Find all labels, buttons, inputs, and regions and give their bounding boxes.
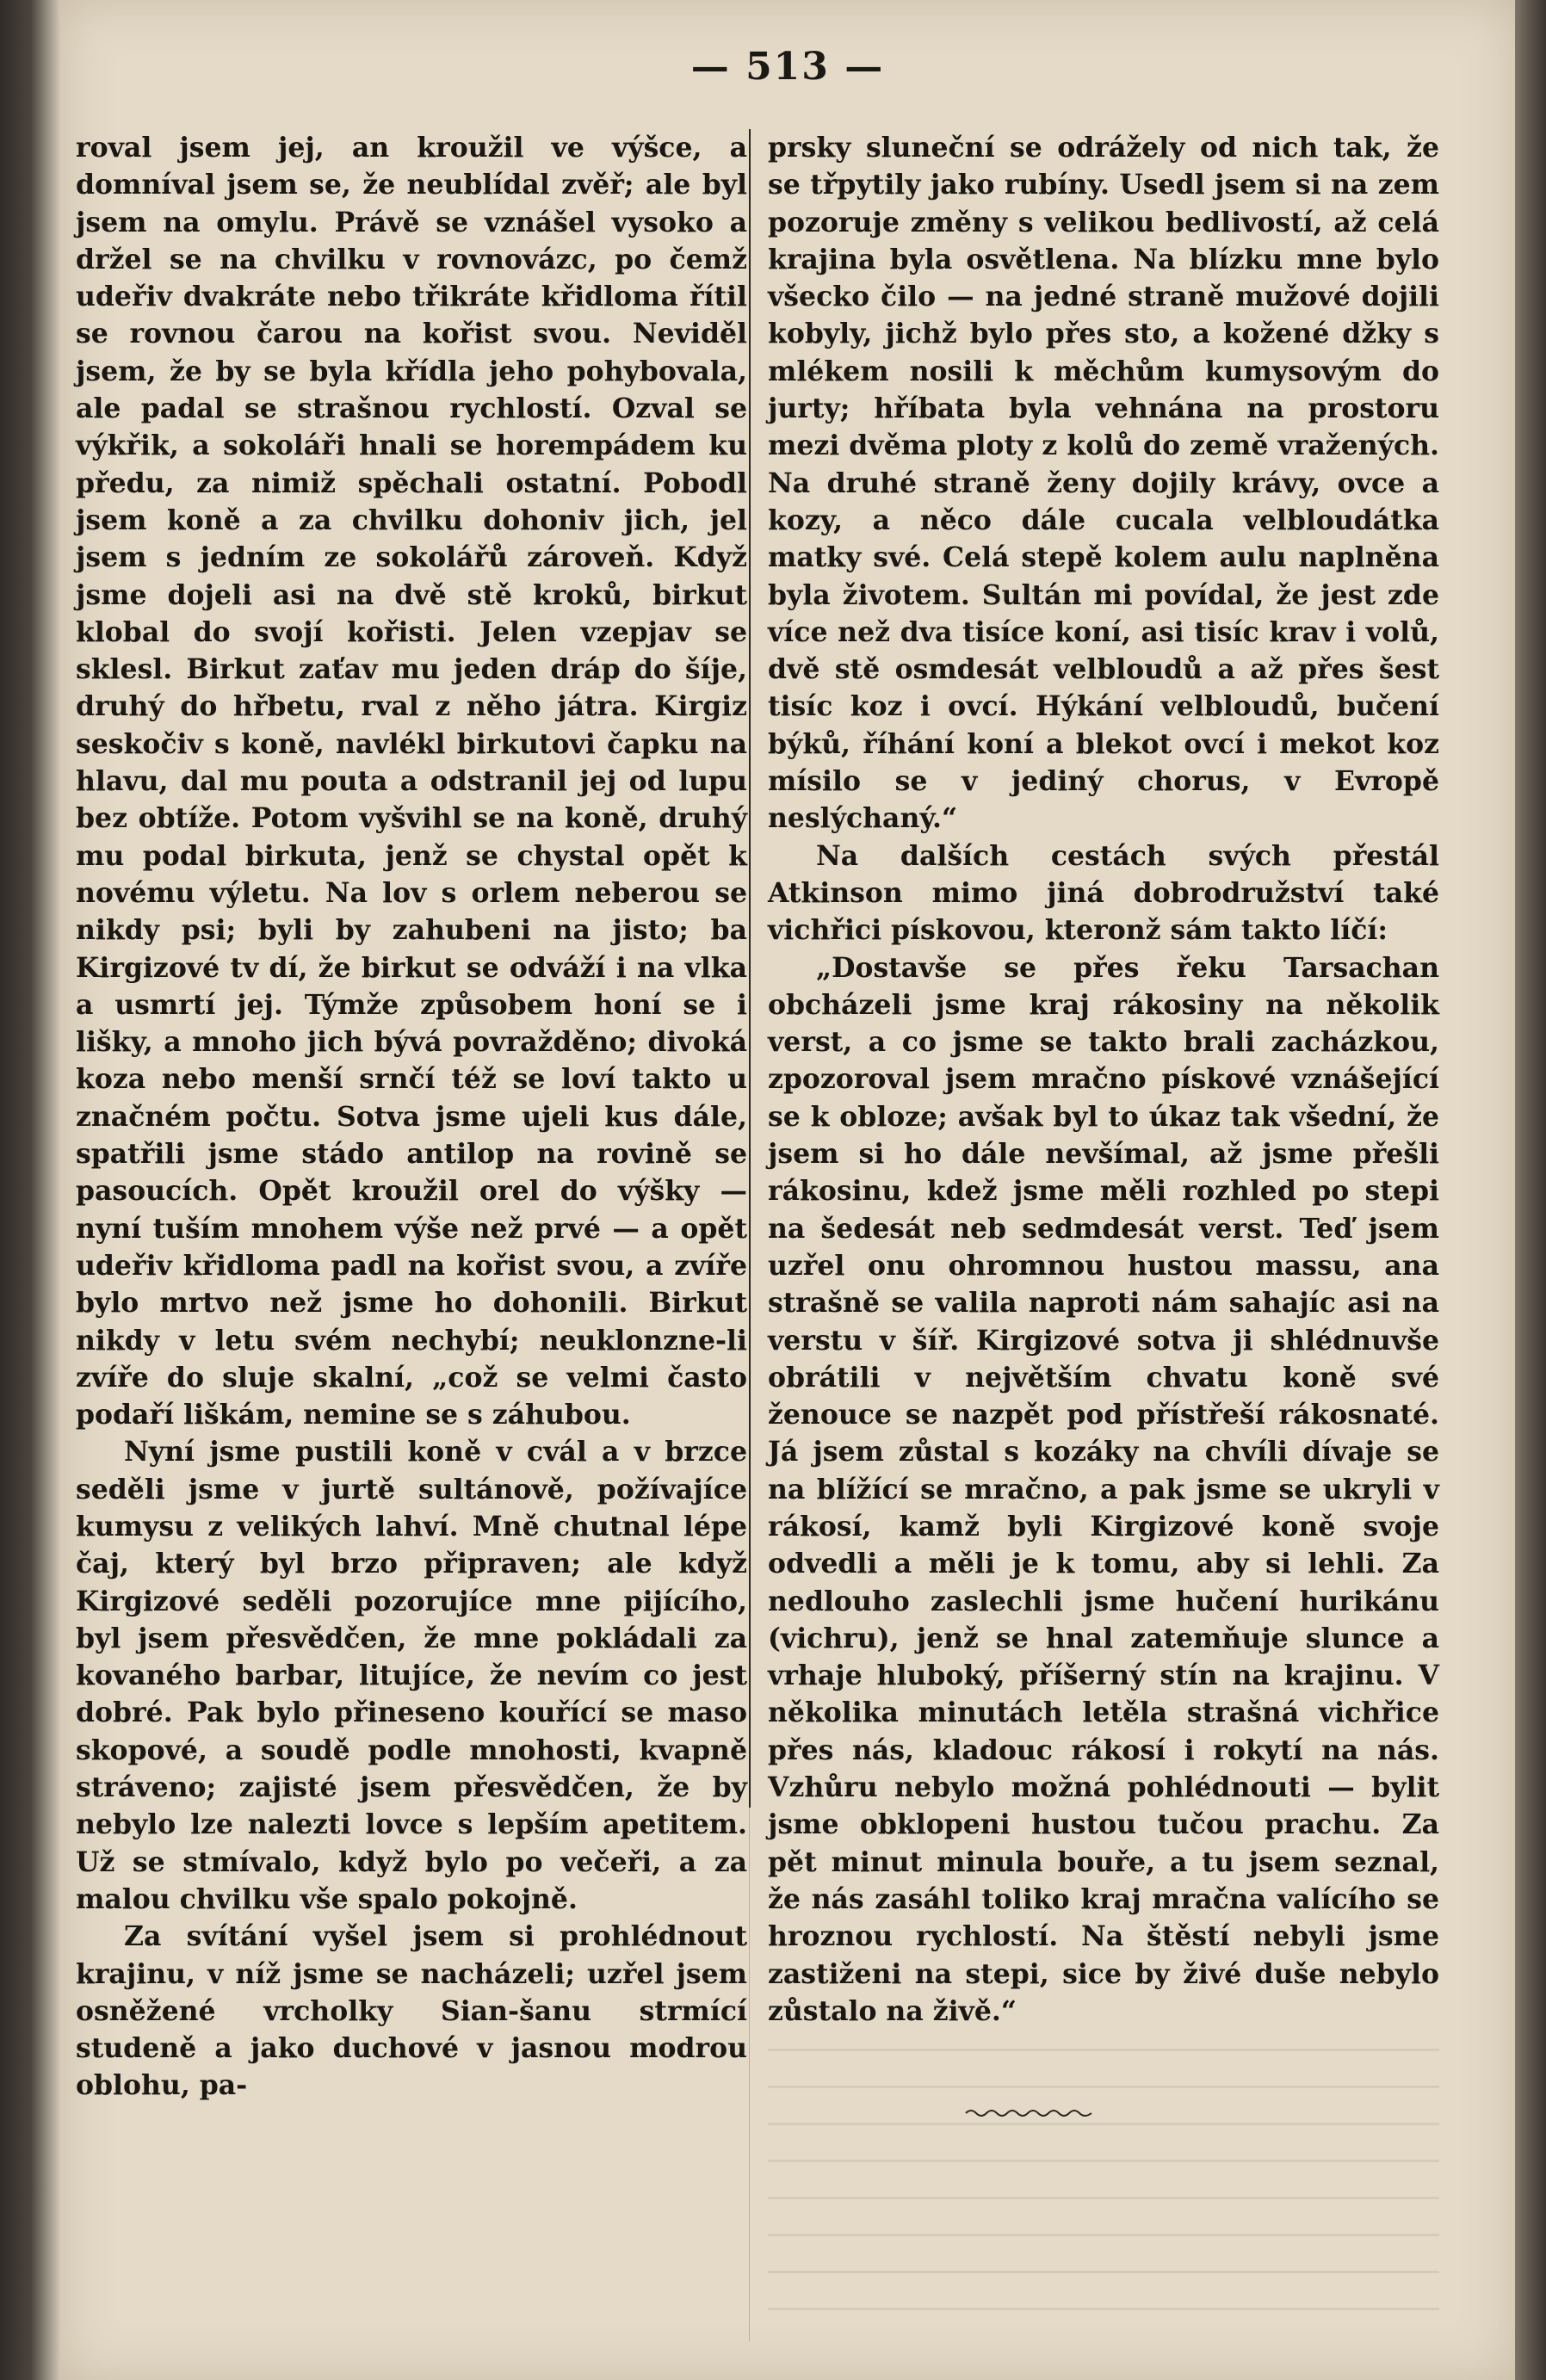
show-through-texture	[768, 2049, 1439, 2333]
column-divider-faint	[749, 1808, 750, 2341]
paragraph: Za svítání vyšel jsem si prohlédnout krajinu, v níž jsme se nacházeli; uzřel jsem osněžené vrcholky Sian-šanu strmící studeně a jako duchové v jasnou modrou oblohu, pa-	[76, 1920, 747, 2102]
book-page	[60, 0, 1515, 2380]
page-number: — 513 —	[690, 45, 885, 89]
column-divider	[749, 129, 751, 1808]
left-column	[76, 129, 747, 2105]
right-column	[768, 129, 1439, 2030]
paragraph: roval jsem jej, an kroužil ve výšce, a domníval jsem se, že neublídal zvěř; ale byl jsem na omylu. Právě se vznášel vysoko a držel se na chvilku v rovnovázc, po čemž udeřiv dvakráte nebo třikráte křidloma řítil se rovnou čarou na kořist svou. Neviděl jsem, že by se byla křídla jeho pohybovala, ale padal se strašnou rychlostí. Ozval se výkřik, a sokoláři hnali se horempádem ku předu, za nimiž spěchali ostatní. Pobodl jsem koně a za chvilku dohoniv jich, jel jsem s jedním ze sokolářů zároveň. Když jsme dojeli asi na dvě stě kroků, birkut klobal do svojí kořisti. Jelen vzepjav se sklesl. Birkut zaťav mu jeden dráp do šíje, druhý do hřbetu, rval z něho játra. Kirgiz seskočiv s koně, navlékl birkutovi čapku na hlavu, dal mu pouta a odstranil jej od lupu bez obtíže. Potom vyšvihl se na koně, druhý mu podal birkuta, jenž se chystal opět k novému výletu. Na lov s orlem neberou se nikdy psi; byli by zahubeni na jisto; ba Kirgizové tv dí, že birkut se odváží i na vlka a usmrtí jej. Týmže způsobem honí se i lišky, a mnoho jich bývá povražděno; divoká koza nebo menší srnčí též se loví takto u značném počtu. Sotva jsme ujeli kus dále, spatřili jsme stádo antilop na rovině se pasoucích. Opět kroužil orel do výšky — nyní tuším mnohem výše než prvé — a opět udeřiv křidloma padl na kořist svou, a zvíře bylo mrtvo než jsme ho dohonili. Birkut nikdy v letu svém nechybí; neuklonzne-li zvíře do sluje skalní, „což se velmi často podaří liškám, nemine se s záhubou.	[76, 132, 747, 1431]
paragraph: prsky sluneční se odrážely od nich tak, že se třpytily jako rubíny. Usedl jsem si na zem pozoruje změny s velikou bedlivostí, až celá krajina byla osvětlena. Na blízku mne bylo všecko čilo — na jedné straně mužové dojili kobyly, jichž bylo přes sto, a kožené džky s mlékem nosili k měchům kumysovým do jurty; hříbata byla vehnána na prostoru mezi dvěma ploty z kolů do země vražených. Na druhé straně ženy dojily krávy, ovce a kozy, a něco dále cucala velbloudátka matky své. Celá stepě kolem aulu naplněna byla životem. Sultán mi povídal, že jest zde více než dva tisíce koní, asi tisíc krav i volů, dvě stě osmdesát velbloudů a až přes šest tisíc koz i ovcí. Hýkání velbloudů, bučení býků, říhání koní a blekot ovcí i mekot koz mísilo se v jediný chorus, v Evropě neslýchaný.“	[768, 132, 1439, 835]
paragraph: Nyní jsme pustili koně v cvál a v brzce seděli jsme v jurtě sultánově, požívajíce kumysu z velikých lahví. Mně chutnal lépe čaj, který byl brzo připraven; ale když Kirgizové seděli pozorujíce mne pijícího, byl jsem přesvědčen, že mne pokládali za kovaného barbar, litujíce, že nevím co jest dobré. Pak bylo přineseno kouřící se maso skopové, a soudě podle mnohosti, kvapně stráveno; zajisté jsem přesvědčen, že by nebylo lze nalezti lovce s lepším apetitem. Už se stmívalo, když bylo po večeři, a za malou chvilku vše spalo pokojně.	[76, 1436, 747, 1915]
paragraph: Na dalších cestách svých přestál Atkinson mimo jiná dobrodružství také vichřici pískovou, kteronž sám takto líčí:	[768, 839, 1439, 947]
paragraph: „Dostavše se přes řeku Tarsachan obcházeli jsme kraj rákosiny na několik verst, a co jsme se takto brali zacházkou, zpozoroval jsem mračno pískové vznášející se k obloze; avšak byl to úkaz tak všední, že jsem si ho dále nevšímal, až jsme přešli rákosinu, kdež jsme měli rozhled po stepi na šedesát neb sedmdesát verst. Teď jsem uzřel onu ohromnou hustou massu, ana strašně se valila naproti nám sahajíc asi na verstu v šíř. Kirgizové sotva ji shlédnuvše obrátili v největším chvatu koně své ženouce se nazpět pod přístřeší rákosnaté. Já jsem zůstal s kozáky na chvíli dívaje se na blížící se mračno, a pak jsme se ukryli v rákosí, kamž byli Kirgizové koně svoje odvedli a měli je k tomu, aby si lehli. Za nedlouho zaslechli jsme hučení hurikánu (vichru), jenž se hnal zatemňuje slunce a vrhaje hluboký, příšerný stín na krajinu. V několika minutách letěla strašná vichřice přes nás, kladouc rákosí i rokytí na nás. Vzhůru nebylo možná pohlédnouti — bylit jsme obklopeni hustou tučou prachu. Za pět minut minula bouře, a tu jsem seznal, že nás zasáhl toliko kraj mračna valícího se hroznou rychlostí. Na štěstí nebyli jsme zastiženi na stepi, sice by živé duše nebylo zůstalo na živě.“	[768, 951, 1439, 2027]
